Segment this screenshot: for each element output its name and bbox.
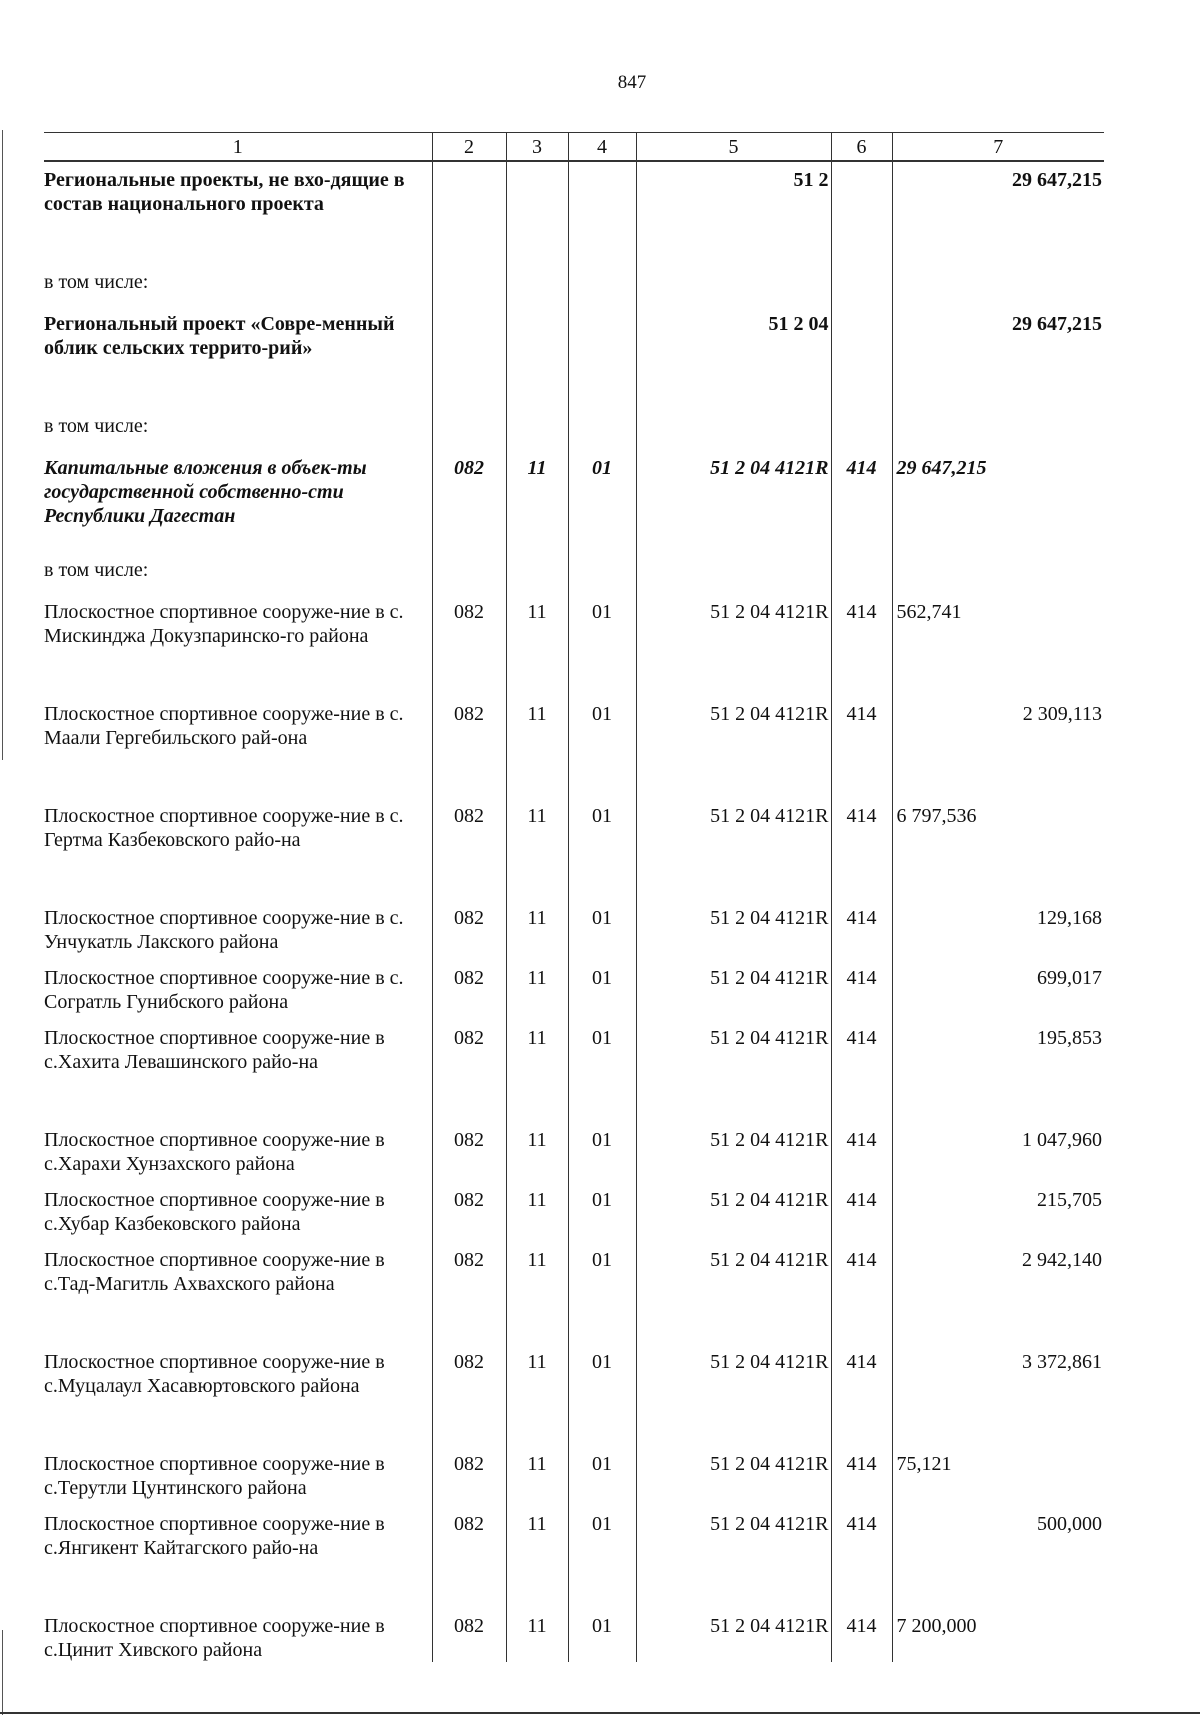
cell-amount: 129,168 <box>892 900 1104 960</box>
table-row <box>44 1182 1104 1242</box>
cell-section: 11 <box>506 1242 568 1344</box>
row-name: Капитальные вложения в объек-ты государственной собственно-сти Республики Дагестан <box>44 457 367 527</box>
column-header: 6 <box>831 133 892 162</box>
row-name: в том числе: <box>44 271 149 293</box>
cell-expense-type <box>831 161 892 264</box>
cell-target-article: 51 2 04 4121R <box>636 450 831 552</box>
cell-subsection: 01 <box>568 1344 636 1446</box>
cell-section: 11 <box>506 798 568 900</box>
cell-subsection: 01 <box>568 1608 636 1662</box>
cell-ministry: 082 <box>432 960 506 1020</box>
cell-section: 11 <box>506 960 568 1020</box>
cell-target-article <box>636 408 831 450</box>
table-row <box>44 1242 1104 1344</box>
cell-expense-type: 414 <box>831 960 892 1020</box>
cell-expense-type: 414 <box>831 594 892 696</box>
cell-section: 11 <box>506 1020 568 1122</box>
cell-subsection <box>568 306 636 408</box>
table-row <box>44 594 1104 696</box>
cell-subsection: 01 <box>568 1122 636 1182</box>
cell-target-article: 51 2 04 4121R <box>636 1020 831 1122</box>
row-name: в том числе: <box>44 559 149 581</box>
cell-expense-type: 414 <box>831 1608 892 1662</box>
cell-amount: 2 309,113 <box>892 696 1104 798</box>
cell-expense-type: 414 <box>831 900 892 960</box>
cell-expense-type: 414 <box>831 696 892 798</box>
cell-target-article: 51 2 04 4121R <box>636 1608 831 1662</box>
cell-subsection <box>568 552 636 594</box>
cell-ministry: 082 <box>432 1020 506 1122</box>
cell-ministry: 082 <box>432 594 506 696</box>
cell-amount: 1 047,960 <box>892 1122 1104 1182</box>
cell-expense-type: 414 <box>831 1020 892 1122</box>
cell-target-article: 51 2 04 <box>636 306 831 408</box>
cell-ministry <box>432 306 506 408</box>
cell-expense-type: 414 <box>831 1344 892 1446</box>
cell-amount: 562,741 <box>892 594 1104 696</box>
cell-subsection: 01 <box>568 900 636 960</box>
row-name: Плоскостное спортивное сооруже-ние в с.Хубар Казбековского района <box>44 1189 385 1235</box>
cell-ministry: 082 <box>432 1506 506 1608</box>
cell-section: 11 <box>506 1182 568 1242</box>
budget-table <box>44 132 1104 1662</box>
cell-target-article: 51 2 <box>636 161 831 264</box>
cell-subsection: 01 <box>568 1182 636 1242</box>
row-name: Плоскостное спортивное сооруже-ние в с. Согратль Гунибского района <box>44 967 404 1013</box>
cell-ministry: 082 <box>432 900 506 960</box>
cell-subsection: 01 <box>568 696 636 798</box>
cell-expense-type: 414 <box>831 1182 892 1242</box>
column-header: 5 <box>636 133 831 162</box>
cell-section: 11 <box>506 1344 568 1446</box>
table-row <box>44 264 1104 306</box>
table-row <box>44 1506 1104 1608</box>
row-name: Плоскостное спортивное сооруже-ние в с. Унчукатль Лакского района <box>44 907 404 953</box>
cell-ministry: 082 <box>432 696 506 798</box>
cell-subsection: 01 <box>568 1446 636 1506</box>
cell-expense-type <box>831 264 892 306</box>
cell-ministry: 082 <box>432 1344 506 1446</box>
cell-section: 11 <box>506 594 568 696</box>
cell-expense-type: 414 <box>831 1242 892 1344</box>
row-name: Плоскостное спортивное сооруже-ние в с.Харахи Хунзахского района <box>44 1129 385 1175</box>
column-header: 2 <box>432 133 506 162</box>
cell-amount: 500,000 <box>892 1506 1104 1608</box>
cell-section: 11 <box>506 696 568 798</box>
table-row <box>44 960 1104 1020</box>
cell-subsection <box>568 408 636 450</box>
left-margin-rule <box>2 130 3 760</box>
cell-expense-type: 414 <box>831 798 892 900</box>
cell-ministry <box>432 552 506 594</box>
cell-ministry: 082 <box>432 1182 506 1242</box>
row-name: Плоскостное спортивное сооруже-ние в с.Хахита Левашинского райо-на <box>44 1027 385 1073</box>
cell-target-article: 51 2 04 4121R <box>636 1242 831 1344</box>
cell-target-article: 51 2 04 4121R <box>636 900 831 960</box>
cell-target-article: 51 2 04 4121R <box>636 696 831 798</box>
cell-subsection: 01 <box>568 798 636 900</box>
cell-target-article: 51 2 04 4121R <box>636 1446 831 1506</box>
row-name: Плоскостное спортивное сооруже-ние в с. Мискинджа Докузпаринско-го района <box>44 601 404 647</box>
cell-section: 11 <box>506 450 568 552</box>
cell-amount <box>892 264 1104 306</box>
cell-amount: 215,705 <box>892 1182 1104 1242</box>
table-row <box>44 161 1104 264</box>
cell-subsection: 01 <box>568 1020 636 1122</box>
cell-amount: 29 647,215 <box>892 306 1104 408</box>
table-row <box>44 408 1104 450</box>
row-name: в том числе: <box>44 415 149 437</box>
cell-ministry: 082 <box>432 1446 506 1506</box>
cell-ministry: 082 <box>432 450 506 552</box>
cell-amount <box>892 408 1104 450</box>
cell-ministry: 082 <box>432 1608 506 1662</box>
cell-amount: 699,017 <box>892 960 1104 1020</box>
cell-target-article <box>636 264 831 306</box>
bottom-rule <box>0 1712 1200 1714</box>
cell-ministry <box>432 161 506 264</box>
cell-section: 11 <box>506 1446 568 1506</box>
cell-target-article: 51 2 04 4121R <box>636 1182 831 1242</box>
cell-subsection: 01 <box>568 594 636 696</box>
cell-target-article: 51 2 04 4121R <box>636 798 831 900</box>
cell-section: 11 <box>506 1608 568 1662</box>
cell-subsection: 01 <box>568 1506 636 1608</box>
cell-amount: 29 647,215 <box>892 161 1104 264</box>
cell-section: 11 <box>506 1506 568 1608</box>
cell-target-article: 51 2 04 4121R <box>636 1344 831 1446</box>
cell-target-article: 51 2 04 4121R <box>636 1122 831 1182</box>
table-row <box>44 1122 1104 1182</box>
column-header: 1 <box>44 133 432 162</box>
table-row <box>44 450 1104 552</box>
row-name: Плоскостное спортивное сооруже-ние в с.Янгикент Кайтагского райо-на <box>44 1513 385 1559</box>
cell-subsection <box>568 264 636 306</box>
table-row <box>44 1344 1104 1446</box>
row-name: Плоскостное спортивное сооруже-ние в с.Муцалаул Хасавюртовского района <box>44 1351 385 1397</box>
cell-target-article: 51 2 04 4121R <box>636 960 831 1020</box>
table-row <box>44 552 1104 594</box>
cell-section: 11 <box>506 1122 568 1182</box>
cell-amount: 6 797,536 <box>892 798 1104 900</box>
cell-subsection: 01 <box>568 1242 636 1344</box>
cell-amount <box>892 552 1104 594</box>
cell-amount: 195,853 <box>892 1020 1104 1122</box>
table-header-row <box>44 133 1104 162</box>
table-row <box>44 900 1104 960</box>
cell-ministry: 082 <box>432 798 506 900</box>
cell-ministry <box>432 408 506 450</box>
row-name: Плоскостное спортивное сооруже-ние в с. Маали Гергебильского рай-она <box>44 703 404 749</box>
cell-amount: 2 942,140 <box>892 1242 1104 1344</box>
cell-expense-type: 414 <box>831 450 892 552</box>
cell-section <box>506 552 568 594</box>
cell-amount: 3 372,861 <box>892 1344 1104 1446</box>
cell-amount: 75,121 <box>892 1446 1104 1506</box>
cell-subsection <box>568 161 636 264</box>
row-name: Региональный проект «Совре-менный облик сельских террито-рий» <box>44 313 395 359</box>
cell-target-article <box>636 552 831 594</box>
cell-section <box>506 161 568 264</box>
table-row <box>44 306 1104 408</box>
cell-ministry: 082 <box>432 1242 506 1344</box>
row-name: Плоскостное спортивное сооруже-ние в с.Цинит Хивского района <box>44 1615 385 1661</box>
row-name: Плоскостное спортивное сооруже-ние в с.Терутли Цунтинского района <box>44 1453 385 1499</box>
cell-amount: 7 200,000 <box>892 1608 1104 1662</box>
cell-expense-type: 414 <box>831 1506 892 1608</box>
cell-expense-type <box>831 306 892 408</box>
cell-expense-type: 414 <box>831 1122 892 1182</box>
cell-subsection: 01 <box>568 450 636 552</box>
column-header: 3 <box>506 133 568 162</box>
row-name: Плоскостное спортивное сооруже-ние в с.Тад-Магитль Ахвахского района <box>44 1249 385 1295</box>
row-name: Плоскостное спортивное сооруже-ние в с. Гертма Казбековского райо-на <box>44 805 404 851</box>
cell-ministry <box>432 264 506 306</box>
cell-amount: 29 647,215 <box>892 450 1104 552</box>
page-number: 847 <box>617 72 647 93</box>
row-name: Региональные проекты, не вхо-дящие в состав национального проекта <box>44 169 405 215</box>
cell-ministry: 082 <box>432 1122 506 1182</box>
left-margin-rule-lower <box>2 1630 3 1715</box>
table-row <box>44 696 1104 798</box>
table-row <box>44 1446 1104 1506</box>
cell-section: 11 <box>506 900 568 960</box>
table-row <box>44 1608 1104 1662</box>
cell-section <box>506 264 568 306</box>
cell-section <box>506 306 568 408</box>
cell-target-article: 51 2 04 4121R <box>636 594 831 696</box>
table-row <box>44 1020 1104 1122</box>
cell-expense-type <box>831 552 892 594</box>
cell-expense-type <box>831 408 892 450</box>
column-header: 7 <box>892 133 1104 162</box>
column-header: 4 <box>568 133 636 162</box>
cell-section <box>506 408 568 450</box>
cell-expense-type: 414 <box>831 1446 892 1506</box>
cell-target-article: 51 2 04 4121R <box>636 1506 831 1608</box>
cell-subsection: 01 <box>568 960 636 1020</box>
table-row <box>44 798 1104 900</box>
